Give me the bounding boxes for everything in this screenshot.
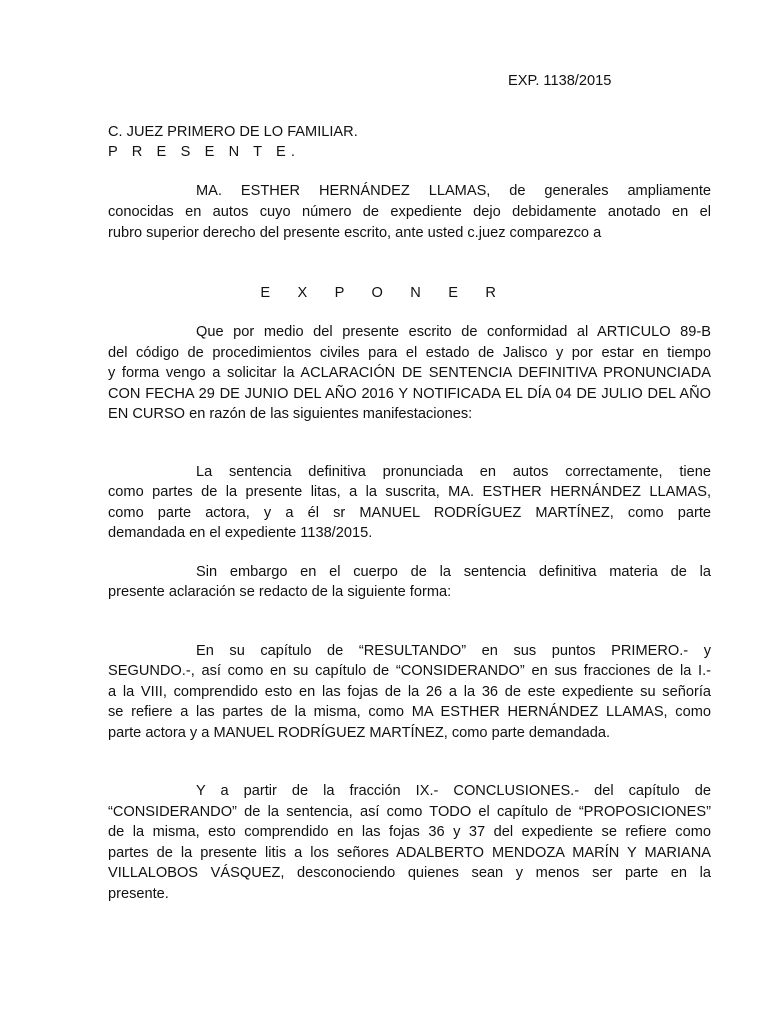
paragraph-line: se refiere a las partes de la misma, como MA ESTHER HERNÁNDEZ LLAMAS, como xyxy=(108,704,711,720)
paragraph-line: La sentencia definitiva pronunciada en autos correctamente, tiene xyxy=(196,464,711,480)
expediente-number: EXP. 1138/2015 xyxy=(508,73,612,89)
paragraph-line: Y a partir de la fracción IX.- CONCLUSIONES.- del capítulo de xyxy=(196,783,711,799)
paragraph-line: En su capítulo de “RESULTANDO” en sus puntos PRIMERO.- y xyxy=(196,643,711,659)
intro-line: MA. ESTHER HERNÁNDEZ LLAMAS, de generales ampliamente xyxy=(196,183,711,199)
paragraph-line: parte actora y a MANUEL RODRÍGUEZ MARTÍNEZ, como parte demandada. xyxy=(108,725,611,741)
paragraph-line: EN CURSO en razón de las siguientes manifestaciones: xyxy=(108,406,473,422)
paragraph-line: de la misma, esto comprendido en las fojas 36 y 37 del expediente se refiere como xyxy=(108,824,711,840)
paragraph-line: a la VIII, comprendido esto en las fojas de la 26 a la 36 de este expediente su señoría xyxy=(108,684,711,700)
paragraph-line: presente. xyxy=(108,886,169,902)
paragraph-line: “CONSIDERANDO” de la sentencia, así como TODO el capítulo de “PROPOSICIONES” xyxy=(108,804,711,820)
section-title: E X P O N E R xyxy=(260,285,508,301)
paragraph-line: como parte actora, y a él sr MANUEL RODRÍGUEZ MARTÍNEZ, como parte xyxy=(108,505,711,521)
paragraph-line: VILLALOBOS VÁSQUEZ, desconociendo quienes sean y menos ser parte en la xyxy=(108,865,711,881)
paragraph-line: Que por medio del presente escrito de conformidad al ARTICULO 89-B xyxy=(196,324,711,340)
paragraph-line: CON FECHA 29 DE JUNIO DEL AÑO 2016 Y NOTIFICADA EL DÍA 04 DE JULIO DEL AÑO xyxy=(108,386,711,402)
paragraph-line: demandada en el expediente 1138/2015. xyxy=(108,525,373,541)
intro-line: conocidas en autos cuyo número de expediente dejo debidamente anotado en el xyxy=(108,204,711,220)
paragraph-line: Sin embargo en el cuerpo de la sentencia definitiva materia de la xyxy=(196,564,711,580)
paragraph-line: como partes de la presente litas, a la suscrita, MA. ESTHER HERNÁNDEZ LLAMAS, xyxy=(108,484,711,500)
addressee: C. JUEZ PRIMERO DE LO FAMILIAR. xyxy=(108,124,358,140)
intro-line: rubro superior derecho del presente escrito, ante usted c.juez comparezco a xyxy=(108,225,602,241)
paragraph-line: y forma vengo a solicitar la ACLARACIÓN DE SENTENCIA DEFINITIVA PRONUNCIADA xyxy=(108,365,711,381)
paragraph-line: partes de la presente litis a los señores ADALBERTO MENDOZA MARÍN Y MARIANA xyxy=(108,845,711,861)
paragraph-line: del código de procedimientos civiles para el estado de Jalisco y por estar en tiempo xyxy=(108,345,711,361)
paragraph-line: presente aclaración se redacto de la siguiente forma: xyxy=(108,584,452,600)
presente-heading: P R E S E N T E. xyxy=(108,144,301,160)
paragraph-line: SEGUNDO.-, así como en su capítulo de “CONSIDERANDO” en sus fracciones de la I.- xyxy=(108,663,711,679)
